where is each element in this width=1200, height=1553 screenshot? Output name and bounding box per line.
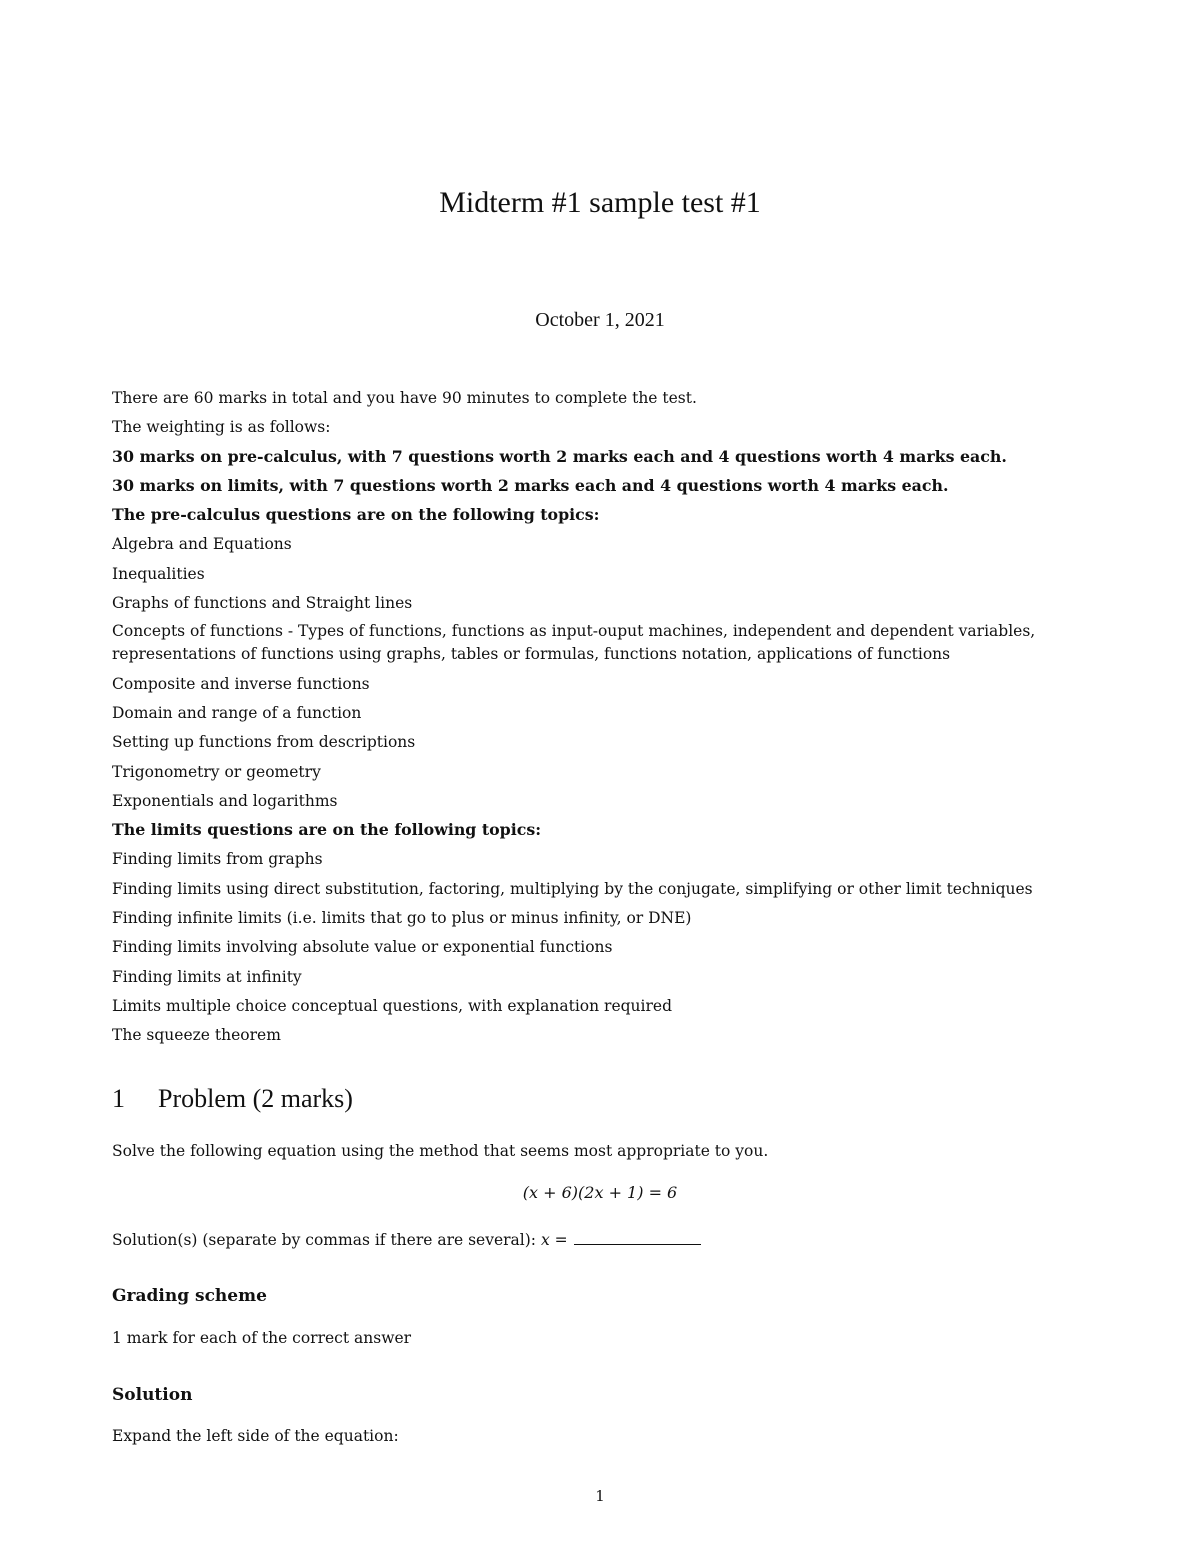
solution-answer-line <box>112 1228 701 1252</box>
precalc-topic: Inequalities <box>112 564 205 583</box>
problem-instruction: Solve the following equation using the method that seems most appropriate to you. <box>112 1142 769 1160</box>
limits-topic: Finding limits at infinity <box>112 967 302 986</box>
precalc-topic: Exponentials and logarithms <box>112 791 338 810</box>
document-date: October 1, 2021 <box>535 309 665 331</box>
problem-equation <box>0 1181 1200 1205</box>
limits-topic: The squeeze theorem <box>112 1026 281 1045</box>
limits-topics-heading: The limits questions are on the following topics: <box>112 820 542 840</box>
precalc-topic: Concepts of functions - Types of functions, functions as input-ouput machines, independent and dependent variables, representations of functions using graphs, tables or formulas, functions notation, applications of functions <box>112 622 1036 664</box>
precalc-topic: Domain and range of a function <box>112 703 362 722</box>
precalc-topic: Composite and inverse functions <box>112 674 370 693</box>
solution-text: Expand the left side of the equation: <box>112 1427 399 1445</box>
limits-topic: Finding infinite limits (i.e. limits that go to plus or minus infinity, or DNE) <box>112 909 692 928</box>
precalc-topics-heading: The pre-calculus questions are on the following topics: <box>112 505 600 525</box>
intro-line-weighting: The weighting is as follows: <box>112 418 331 437</box>
intro-line-marks: There are 60 marks in total and you have 90 minutes to complete the test. <box>112 389 697 407</box>
problem-1-heading <box>112 1082 353 1116</box>
intro-content <box>112 386 1097 1053</box>
equation-text: (x + 6)(2x + 1) = 6 <box>522 1183 678 1202</box>
document-title: Midterm #1 sample test #1 <box>439 186 761 219</box>
precalc-topic: Algebra and Equations <box>112 535 292 554</box>
problem-title: Problem (2 marks) <box>158 1084 353 1113</box>
precalc-topic: Setting up functions from descriptions <box>112 733 416 752</box>
solution-prompt: Solution(s) (separate by commas if there are several): <box>112 1231 537 1249</box>
precalc-topic: Graphs of functions and Straight lines <box>112 594 413 613</box>
weighting-precalc: 30 marks on pre-calculus, with 7 questions worth 2 marks each and 4 questions worth 4 marks each. <box>112 446 1007 466</box>
limits-topic: Finding limits involving absolute value or exponential functions <box>112 938 613 957</box>
precalc-topic: Trigonometry or geometry <box>112 762 321 781</box>
limits-topic: Finding limits using direct substitution, factoring, multiplying by the conjugate, simplifying or other limit techniques <box>112 879 1033 898</box>
grading-scheme-text: 1 mark for each of the correct answer <box>112 1329 412 1347</box>
problem-number: 1 <box>112 1084 125 1113</box>
limits-topic: Finding limits from graphs <box>112 850 323 869</box>
answer-variable: x = <box>540 1231 568 1249</box>
answer-blank[interactable] <box>574 1228 701 1245</box>
limits-topic: Limits multiple choice conceptual questions, with explanation required <box>112 996 672 1015</box>
solution-heading: Solution <box>112 1385 193 1405</box>
weighting-limits: 30 marks on limits, with 7 questions worth 2 marks each and 4 questions worth 4 marks each. <box>112 475 949 495</box>
page-number: 1 <box>595 1487 605 1505</box>
grading-scheme-heading: Grading scheme <box>112 1286 267 1306</box>
